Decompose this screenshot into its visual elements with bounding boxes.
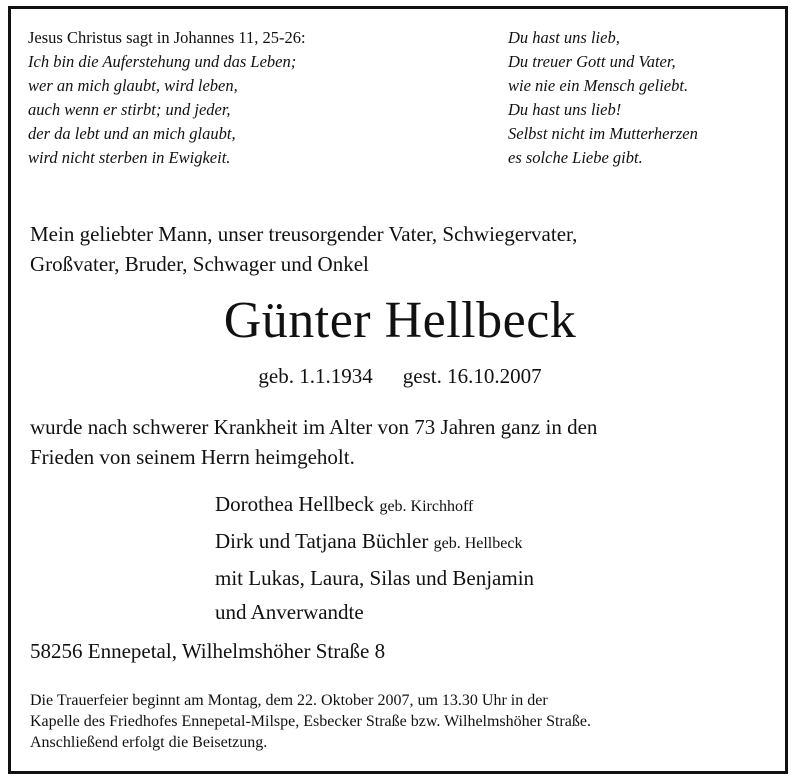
passing-line: wurde nach schwerer Krankheit im Alter von 73 Jahren ganz in den: [30, 415, 598, 439]
poem: [508, 26, 698, 170]
intro-line: Großvater, Bruder, Schwager und Onkel: [30, 252, 369, 276]
mourner-birth-name: geb. Hellbeck: [433, 535, 523, 552]
bible-quote-line: wer an mich glaubt, wird leben,: [28, 76, 238, 95]
mourners-list: [215, 487, 534, 629]
family-address: 58256 Ennepetal, Wilhelmshöher Straße 8: [30, 639, 386, 663]
mourner-name: und Anverwandte: [215, 600, 364, 624]
service-line: Kapelle des Friedhofes Ennepetal-Milspe, Esbecker Straße bzw. Wilhelmshöher Straße.: [30, 713, 591, 730]
mourner-entry: [215, 524, 534, 561]
mourner-entry: [215, 487, 534, 524]
poem-line: es solche Liebe gibt.: [508, 148, 643, 167]
intro-line: Mein geliebter Mann, unser treusorgender Vater, Schwiegervater,: [30, 222, 578, 246]
deceased-name: Günter Hellbeck: [223, 292, 577, 349]
funeral-service-info: [30, 690, 775, 753]
death-date: gest. 16.10.2007: [402, 364, 542, 388]
service-line: Anschließend erfolgt die Beisetzung.: [30, 734, 268, 751]
bible-quote-line: wird nicht sterben in Ewigkeit.: [28, 148, 231, 167]
poem-line: Du hast uns lieb,: [508, 28, 620, 47]
bible-quote: [28, 26, 306, 170]
mourner-name: Dirk und Tatjana Büchler: [215, 529, 429, 553]
poem-line: Selbst nicht im Mutterherzen: [508, 124, 698, 143]
poem-line: Du hast uns lieb!: [508, 100, 622, 119]
mourner-birth-name: geb. Kirchhoff: [379, 498, 474, 515]
life-dates: [0, 362, 800, 390]
bible-quote-line: der da lebt und an mich glaubt,: [28, 124, 236, 143]
mourner-entry: [215, 561, 534, 595]
bible-quote-line: auch wenn er stirbt; und jeder,: [28, 100, 231, 119]
passing-text: [30, 412, 770, 472]
poem-line: wie nie ein Mensch geliebt.: [508, 76, 689, 95]
birth-date: geb. 1.1.1934: [258, 364, 373, 388]
mourner-name: Dorothea Hellbeck: [215, 492, 375, 516]
bible-quote-line: Ich bin die Auferstehung und das Leben;: [28, 52, 297, 71]
passing-line: Frieden von seinem Herrn heimgeholt.: [30, 445, 355, 469]
bible-quote-reference: Jesus Christus sagt in Johannes 11, 25-26:: [28, 28, 306, 47]
poem-line: Du treuer Gott und Vater,: [508, 52, 676, 71]
intro-text: [30, 219, 770, 279]
service-line: Die Trauerfeier beginnt am Montag, dem 22. Oktober 2007, um 13.30 Uhr in der: [30, 692, 548, 709]
mourner-name: mit Lukas, Laura, Silas und Benjamin: [215, 566, 535, 590]
mourner-entry: [215, 595, 534, 629]
